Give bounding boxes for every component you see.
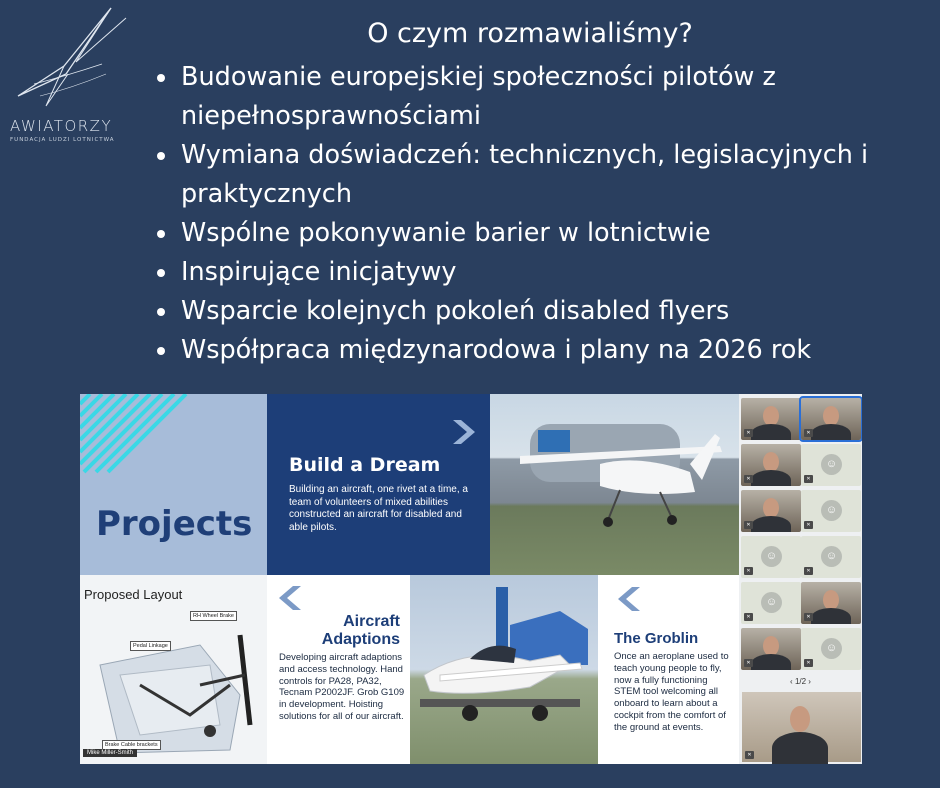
mic-muted-icon: ✕ xyxy=(744,475,753,483)
adaptions-title xyxy=(322,613,400,649)
mic-muted-icon: ✕ xyxy=(804,567,813,575)
participant-video-tile[interactable] xyxy=(741,444,801,486)
diagram-label: Brake Cable brackets xyxy=(102,740,161,750)
mic-muted-icon: ✕ xyxy=(744,613,753,621)
build-dream-title: Build a Dream xyxy=(289,454,441,476)
proposed-layout-panel xyxy=(80,575,267,764)
groblin-panel xyxy=(598,575,739,764)
logo-subtitle: FUNDACJA LUDZI LOTNICTWA xyxy=(10,137,115,143)
meeting-screenshot xyxy=(80,394,862,764)
user-avatar-icon: ☺ xyxy=(761,546,782,567)
chevron-right-icon[interactable]: › xyxy=(808,677,811,686)
participant-avatar-tile[interactable] xyxy=(801,490,861,532)
projects-slide-panel xyxy=(80,394,267,575)
mic-muted-icon: ✕ xyxy=(744,429,753,437)
adaptions-title-line: Adaptions xyxy=(321,631,400,648)
topic-item: Wymiana doświadczeń: technicznych, legislacyjnych i praktycznych xyxy=(152,136,932,214)
build-dream-text: Building an aircraft, one rivet at a time, a team of volunteers of mixed abilities constructed an aircraft for disabled and able pilots. xyxy=(289,484,468,533)
aircraft-adaptions-panel xyxy=(267,575,410,764)
topic-item: Wsparcie kolejnych pokoleń disabled flyers xyxy=(152,292,932,331)
gallery-pager xyxy=(739,677,862,686)
participant-video-tile[interactable] xyxy=(741,490,801,532)
adaptions-title-line: Aircraft xyxy=(343,613,400,630)
projects-title: Projects xyxy=(96,504,253,544)
adaptions-text: Developing aircraft adaptions and access technology. Hand controls for PA28, PA32, Tecnam P2002JF. Grob G109 in development. Hoisting solutions for all of our aircraft. xyxy=(279,652,405,722)
diagram-label: Pedal Linkage xyxy=(130,641,171,651)
mic-muted-icon: ✕ xyxy=(744,659,753,667)
page-indicator: 1/2 xyxy=(794,677,807,686)
groblin-title: The Groblin xyxy=(614,630,699,647)
participant-avatar-tile[interactable] xyxy=(741,582,801,624)
user-avatar-icon: ☺ xyxy=(821,454,842,475)
diagram-label: RH Wheel Brake xyxy=(190,611,237,621)
chevron-left-icon[interactable]: ‹ xyxy=(790,677,793,686)
layout-title: Proposed Layout xyxy=(84,587,183,602)
participant-video-tile[interactable] xyxy=(801,398,861,440)
participants-gallery xyxy=(739,394,862,764)
logo-name: AWIATORZY xyxy=(10,117,113,135)
plane-on-trailer-icon xyxy=(410,575,598,764)
mic-muted-icon: ✕ xyxy=(804,429,813,437)
topics-list xyxy=(152,58,932,370)
participant-name-tag: Mike Miller-Smith xyxy=(83,749,137,757)
mic-muted-icon: ✕ xyxy=(804,521,813,529)
chevron-right-icon xyxy=(449,418,479,446)
participant-video-tile[interactable] xyxy=(741,628,801,670)
topic-item: Budowanie europejskiej społeczności pilotów z niepełnosprawnościami xyxy=(152,58,932,136)
mic-muted-icon: ✕ xyxy=(804,475,813,483)
mic-muted-icon: ✕ xyxy=(804,659,813,667)
plane-icon xyxy=(490,394,739,575)
topic-item: Współpraca międzynarodowa i plany na 2026 rok xyxy=(152,331,932,370)
user-avatar-icon: ☺ xyxy=(821,500,842,521)
mic-muted-icon: ✕ xyxy=(744,567,753,575)
user-avatar-icon: ☺ xyxy=(821,638,842,659)
chevron-left-icon xyxy=(275,584,305,612)
participant-avatar-tile[interactable] xyxy=(741,536,801,578)
cockpit-diagram xyxy=(80,575,267,764)
participant-video-tile[interactable] xyxy=(801,582,861,624)
participant-avatar-tile[interactable] xyxy=(801,536,861,578)
event-aircraft-photo xyxy=(410,575,598,764)
participant-avatar-tile[interactable] xyxy=(801,628,861,670)
user-avatar-icon: ☺ xyxy=(761,592,782,613)
mic-muted-icon: ✕ xyxy=(745,751,754,759)
chevron-left-icon xyxy=(614,585,644,613)
build-dream-panel xyxy=(267,394,490,575)
aircraft-photo xyxy=(490,394,739,575)
participant-video-tile[interactable] xyxy=(741,398,801,440)
section-heading: O czym rozmawialiśmy? xyxy=(367,18,693,49)
stripes-decoration xyxy=(80,394,200,474)
mic-muted-icon: ✕ xyxy=(804,613,813,621)
mic-muted-icon: ✕ xyxy=(744,521,753,529)
active-speaker-tile[interactable] xyxy=(742,692,861,762)
topic-item: Wspólne pokonywanie barier w lotnictwie xyxy=(152,214,932,253)
user-avatar-icon: ☺ xyxy=(821,546,842,567)
participant-avatar-tile[interactable] xyxy=(801,444,861,486)
topic-item: Inspirujące inicjatywy xyxy=(152,253,932,292)
groblin-text: Once an aeroplane used to teach young people to fly, now a fully functioning STEM tool welcoming all onboard to learn about a cockpit from the comfort of the ground at events. xyxy=(614,651,729,733)
